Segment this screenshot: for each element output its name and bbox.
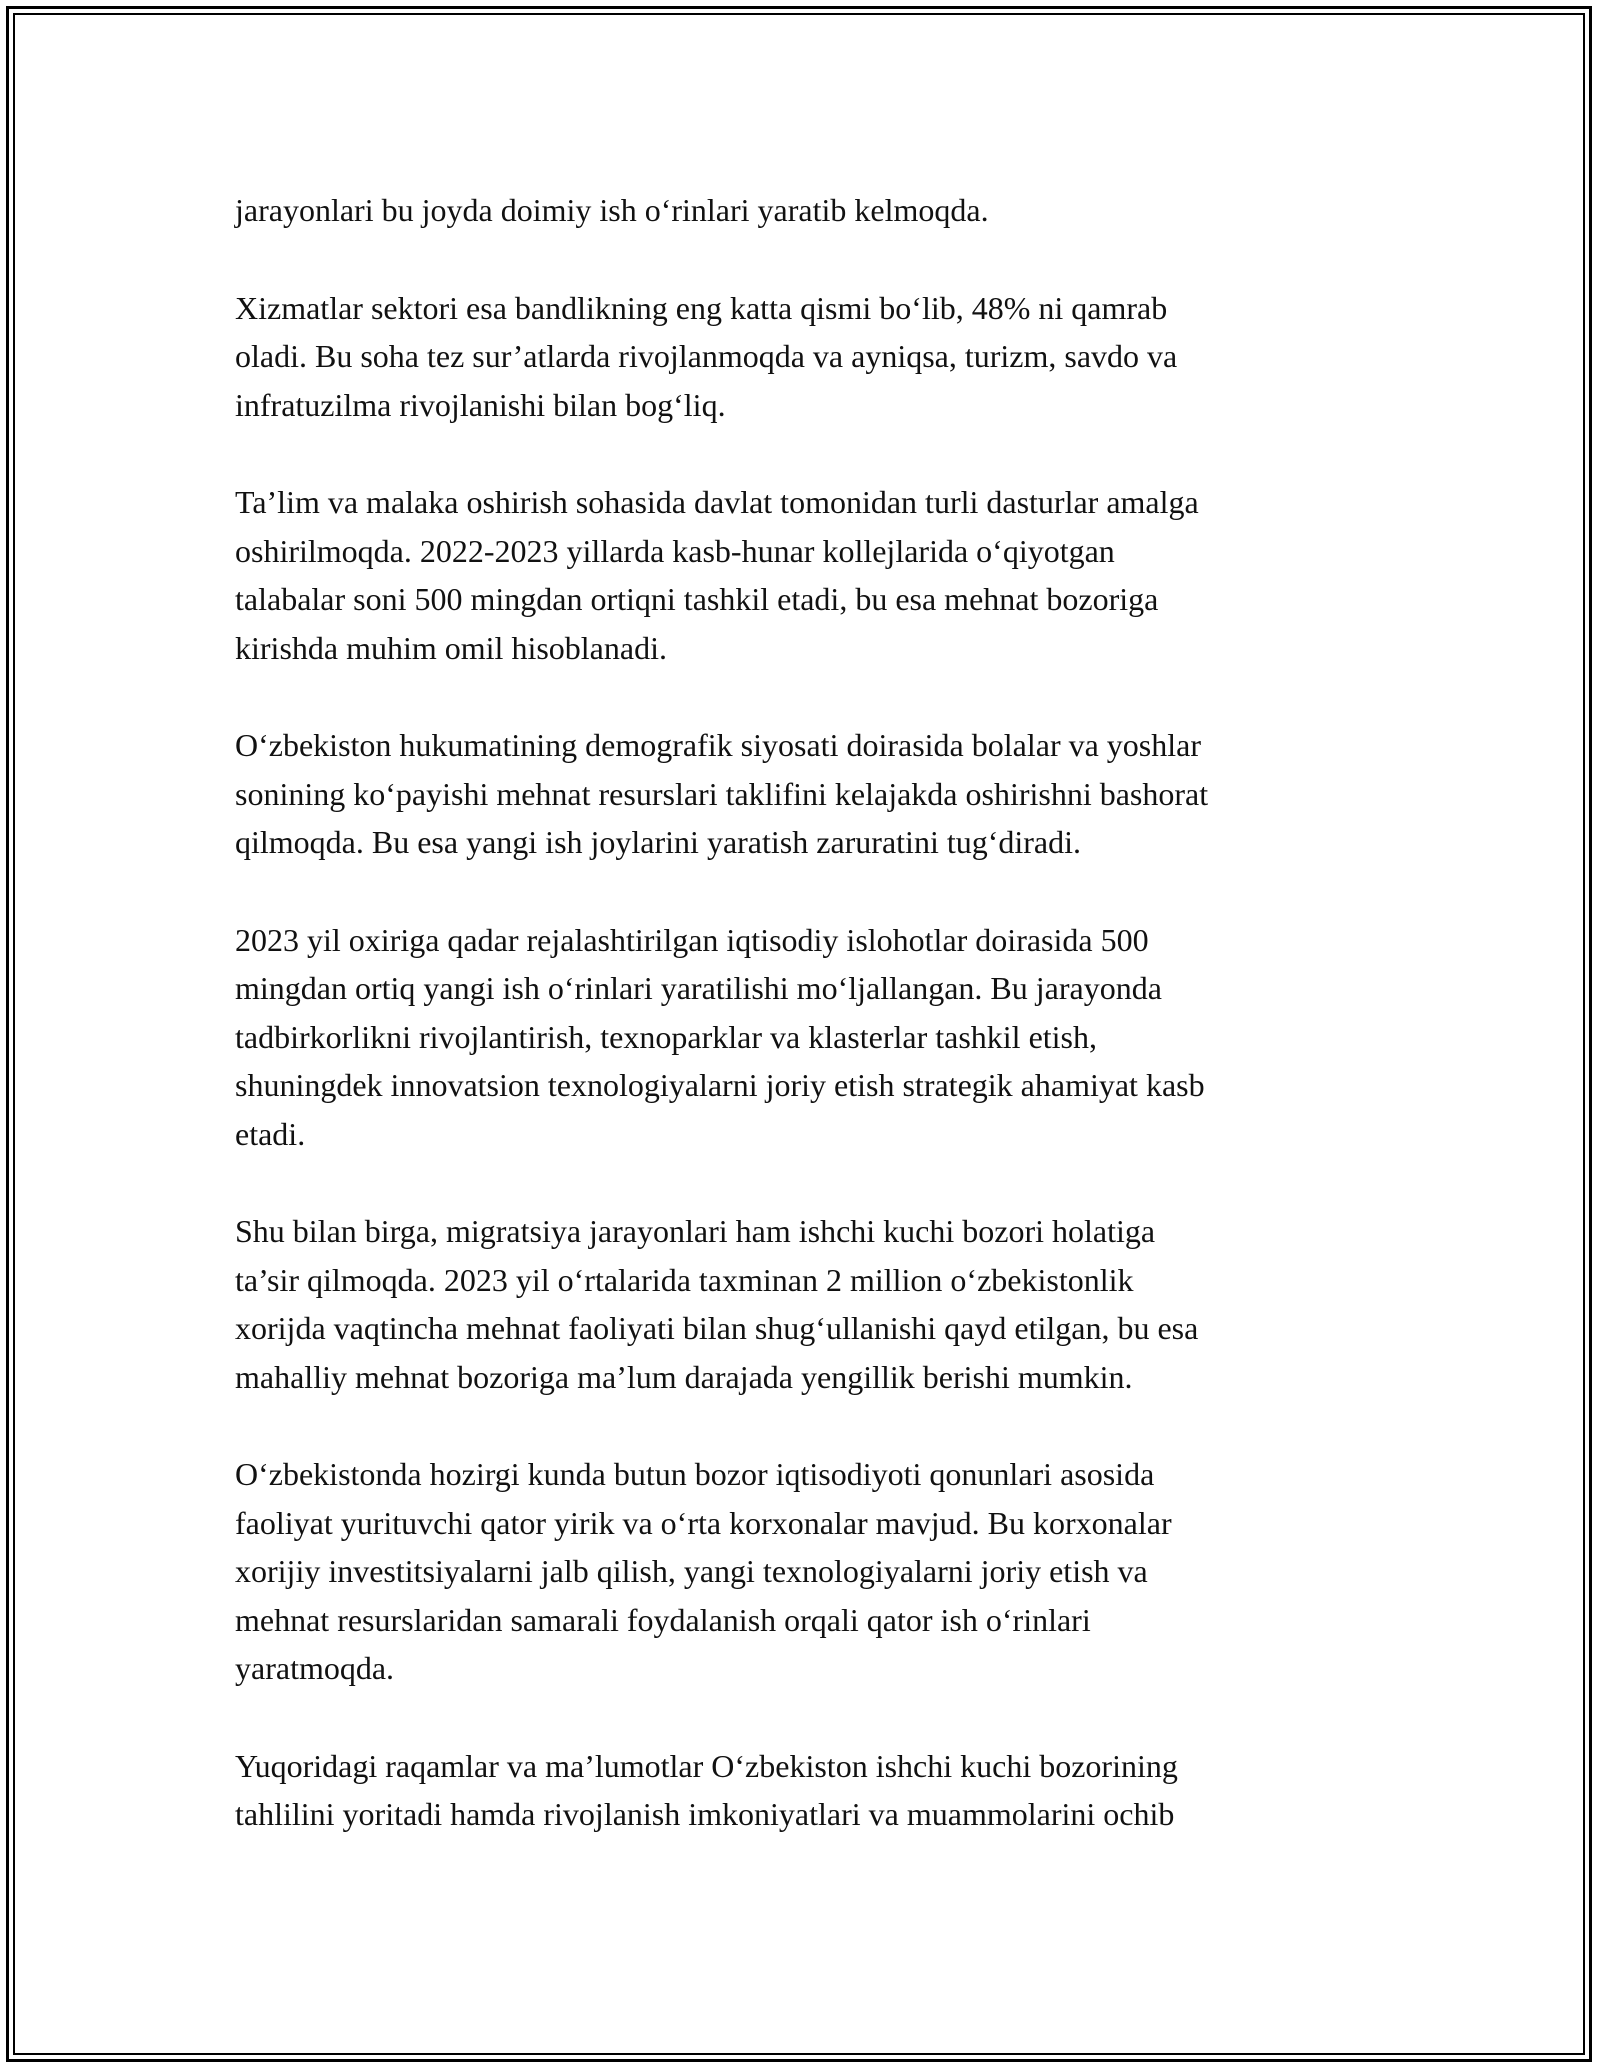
text-line: xorijda vaqtincha mehnat faoliyati bilan shug‘ullanishi qayd etilgan, bu esa <box>235 1310 1199 1346</box>
text-line: Xizmatlar sektori esa bandlikning eng katta qismi bo‘lib, 48% ni qamrab <box>235 289 1168 326</box>
text-line: mahalliy mehnat bozoriga ma’lum darajada yengillik berishi mumkin. <box>235 1358 1133 1395</box>
paragraph <box>235 186 1365 235</box>
text-line: Yuqoridagi raqamlar va ma’lumotlar O‘zbekiston ishchi kuchi bozorining <box>235 1747 1178 1784</box>
text-line: jarayonlari bu joyda doimiy ish o‘rinlari yaratib kelmoqda. <box>235 192 989 228</box>
text-line: kirishda muhim omil hisoblanadi. <box>235 629 667 666</box>
paragraph <box>235 1450 1365 1693</box>
text-line: oladi. Bu soha tez sur’atlarda rivojlanmoqda va ayniqsa, turizm, savdo va <box>235 338 1178 374</box>
paragraph <box>235 284 1365 430</box>
text-line: 2023 yil oxiriga qadar rejalashtirilgan iqtisodiy islohotlar doirasida 500 <box>235 921 1149 958</box>
text-line: yaratmoqda. <box>235 1650 395 1686</box>
text-line: O‘zbekiston hukumatining demografik siyosati doirasida bolalar va yoshlar <box>235 727 1201 763</box>
text-line: xorijiy investitsiyalarni jalb qilish, yangi texnologiyalarni joriy etish va <box>235 1553 1148 1589</box>
text-line: shuningdek innovatsion texnologiyalarni joriy etish strategik ahamiyat kasb <box>235 1067 1205 1103</box>
text-line: infratuzilma rivojlanishi bilan bog‘liq. <box>235 386 726 423</box>
text-line: Shu bilan birga, migratsiya jarayonlari ham ishchi kuchi bozori holatiga <box>235 1213 1156 1249</box>
paragraph <box>235 478 1365 672</box>
document-body <box>235 186 1365 1888</box>
paragraph <box>235 1207 1365 1401</box>
text-line: O‘zbekistonda hozirgi kunda butun bozor iqtisodiyoti qonunlari asosida <box>235 1456 1155 1492</box>
text-line: oshirilmoqda. 2022-2023 yillarda kasb-hunar kollejlarida o‘qiyotgan <box>235 532 1115 569</box>
text-line: mingdan ortiq yangi ish o‘rinlari yaratilishi mo‘ljallangan. Bu jarayonda <box>235 970 1162 1006</box>
text-line: qilmoqda. Bu esa yangi ish joylarini yaratish zaruratini tug‘diradi. <box>235 824 1082 860</box>
text-line: mehnat resurslaridan samarali foydalanish orqali qator ish o‘rinlari <box>235 1601 1091 1638</box>
text-line: Ta’lim va malaka oshirish sohasida davlat tomonidan turli dasturlar amalga <box>235 484 1199 520</box>
text-line: talabalar soni 500 mingdan ortiqni tashkil etadi, bu esa mehnat bozoriga <box>235 581 1159 617</box>
text-line: tahlilini yoritadi hamda rivojlanish imkoniyatlari va muammolarini ochib <box>235 1796 1175 1832</box>
text-line: etadi. <box>235 1115 306 1152</box>
paragraph <box>235 721 1365 867</box>
paragraph <box>235 1742 1365 1839</box>
text-line: ta’sir qilmoqda. 2023 yil o‘rtalarida taxminan 2 million o‘zbekistonlik <box>235 1261 1134 1298</box>
paragraph <box>235 916 1365 1159</box>
text-line: tadbirkorlikni rivojlantirish, texnoparklar va klasterlar tashkil etish, <box>235 1018 1097 1055</box>
text-line: faoliyat yurituvchi qator yirik va o‘rta korxonalar mavjud. Bu korxonalar <box>235 1504 1172 1541</box>
text-line: sonining ko‘payishi mehnat resurslari taklifini kelajakda oshirishni bashorat <box>235 775 1209 812</box>
